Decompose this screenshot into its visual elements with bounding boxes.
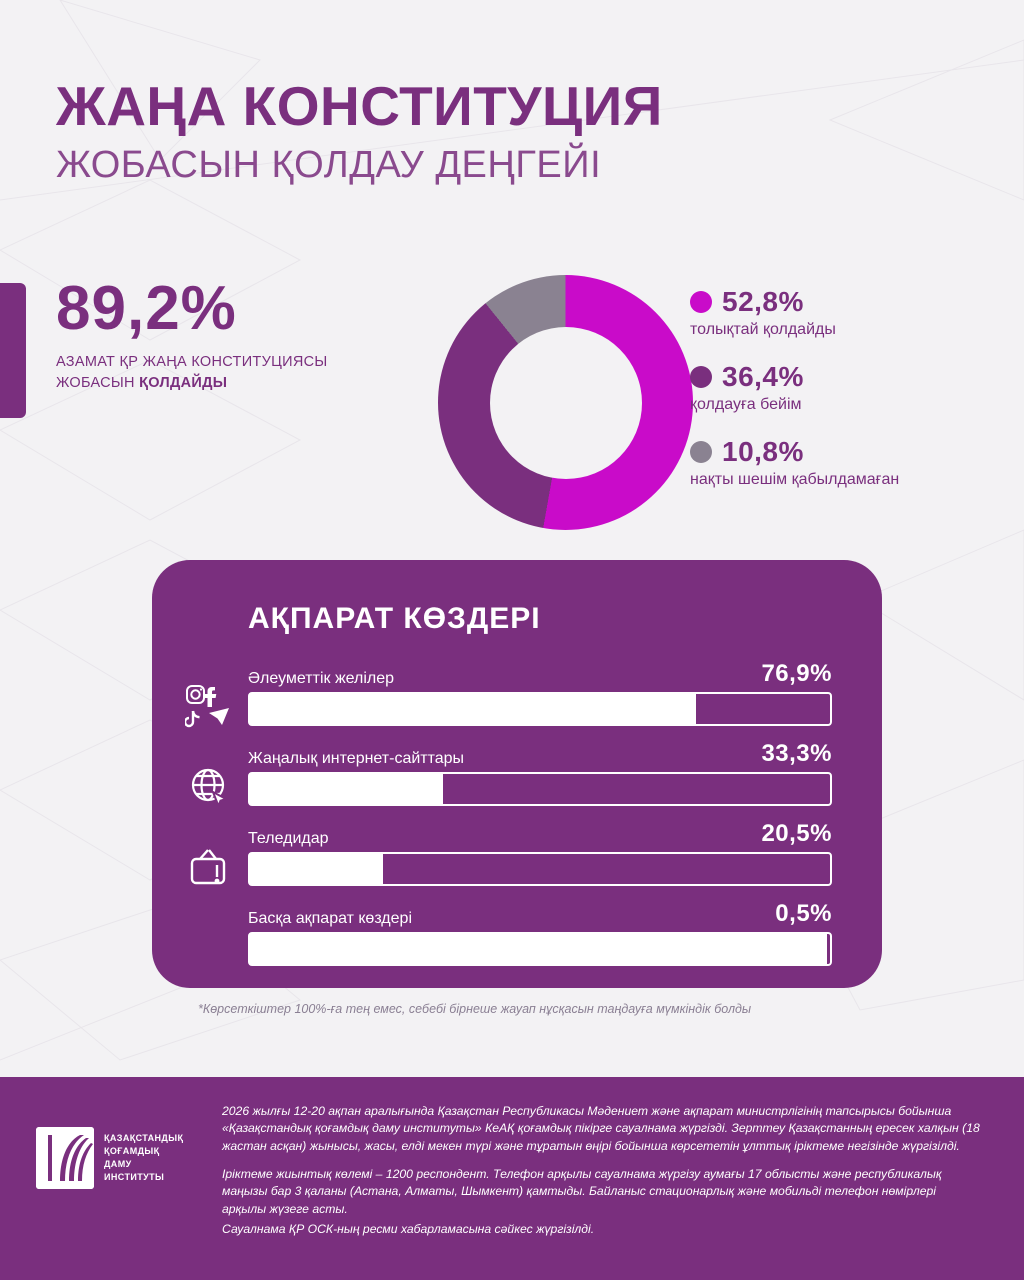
organization-logo [36,1127,183,1189]
source-bar-track-1 [248,772,832,806]
source-row-news-sites [248,740,832,806]
source-bar-fill-1 [443,774,830,804]
logo-line-1: ҚОҒАМДЫҚ [104,1145,160,1156]
globe-cursor-icon [184,762,236,814]
legend-value-2: 10,8% [722,436,804,467]
methodology-paragraph-3: Сауалнама ҚР ОСК-ның ресми хабарламасына сәйкес жүргізілді. [222,1221,595,1236]
highlight-value: 89,2% [56,274,237,343]
source-value-0: 76,9% [761,660,832,687]
methodology-paragraph-2: Іріктеме жиынтық көлемі – 1200 респондент. Телефон арқылы сауалнама жүргізу аумағы 17 облысты және республикалық маңызы бар 3 қаланы (Астана, Алматы, Шымкент) қамтыды. Байланыс стационарлық және мобильді телефон нөмірлері арқылы жүзеге асты. [222,1166,942,1216]
source-bar-fill-2 [383,854,830,884]
legend-label-2: нақты шешім қабылдамаған [690,471,900,488]
information-sources-card [152,560,882,988]
source-value-3: 0,5% [775,900,832,927]
legend-item-0 [690,286,1020,339]
logo-mark-icon [36,1127,94,1189]
highlight-caption [56,352,386,394]
support-donut-chart [438,275,693,530]
sources-card-title: АҚПАРАТ КӨЗДЕРІ [248,602,541,635]
television-icon [184,842,236,894]
legend-label-1: қолдауға бейім [690,396,802,413]
sources-footnote: *Көрсеткіштер 100%-ға тең емес, себебі бірнеше жауап нұсқасын таңдауға мүмкіндік болды [198,1002,752,1016]
title-main: ЖАҢА КОНСТИТУЦИЯ [56,75,663,137]
sources-bar-list [248,660,832,980]
accent-bar [0,283,26,418]
highlight-stat [56,274,386,394]
source-row-social [248,660,832,726]
logo-line-0: ҚАЗАҚСТАНДЫҚ [104,1132,184,1143]
page-title [56,75,663,187]
legend-value-0: 52,8% [722,286,804,317]
legend-label-0: толықтай қолдайды [690,321,836,338]
highlight-caption-line2-bold: ҚОЛДАЙДЫ [139,375,228,392]
donut-legend [690,286,1020,511]
source-bar-track-2 [248,852,832,886]
source-value-2: 20,5% [761,820,832,847]
source-label-2: Теледидар [248,830,329,847]
source-value-1: 33,3% [761,740,832,767]
methodology-paragraph-1: 2026 жылғы 12-20 ақпан аралығында Қазақстан Республикасы Мәдениет және ақпарат министрлігінің тапсырысы бойынша «Қазақстандық қоғамдық даму институты» КеАҚ қоғамдық пікірге сауалнама жүргізді. Зерттеу Қазақстанның ересек халқын (18 жастан асқан) жынысы, жасы, елді мекен түрі және тұратын өңірі бойынша көрсететін ұлттық іріктеме негізінде жүргізілді. [222,1104,980,1153]
methodology-text [222,1103,982,1249]
logo-line-2: ДАМУ [104,1159,132,1169]
logo-line-3: ИНСТИТУТЫ [104,1172,165,1183]
legend-value-1: 36,4% [722,361,804,392]
source-label-1: Жаңалық интернет-сайттары [248,750,465,767]
legend-dot-icon-0 [690,291,712,313]
source-label-3: Басқа ақпарат көздері [248,910,412,927]
highlight-caption-line1: АЗАМАТ ҚР ЖАҢА КОНСТИТУЦИЯСЫ [56,354,328,370]
source-bar-fill-0 [696,694,830,724]
legend-item-2 [690,436,1020,489]
social-media-icon [184,682,236,734]
legend-dot-icon-1 [690,366,712,388]
source-row-other [248,900,832,966]
footer [0,1077,1024,1280]
source-bar-fill-3 [827,934,830,964]
source-label-0: Әлеуметтік желілер [248,670,395,687]
source-bar-track-0 [248,692,832,726]
highlight-caption-line2-prefix: ЖОБАСЫН [56,375,140,392]
donut-center [490,327,642,479]
source-bar-track-3 [248,932,832,966]
legend-item-1 [690,361,1020,414]
legend-dot-icon-2 [690,441,712,463]
source-row-television [248,820,832,886]
title-subtitle: ЖОБАСЫН ҚОЛДАУ ДЕҢГЕЙІ [56,143,602,186]
logo-text [104,1132,183,1184]
